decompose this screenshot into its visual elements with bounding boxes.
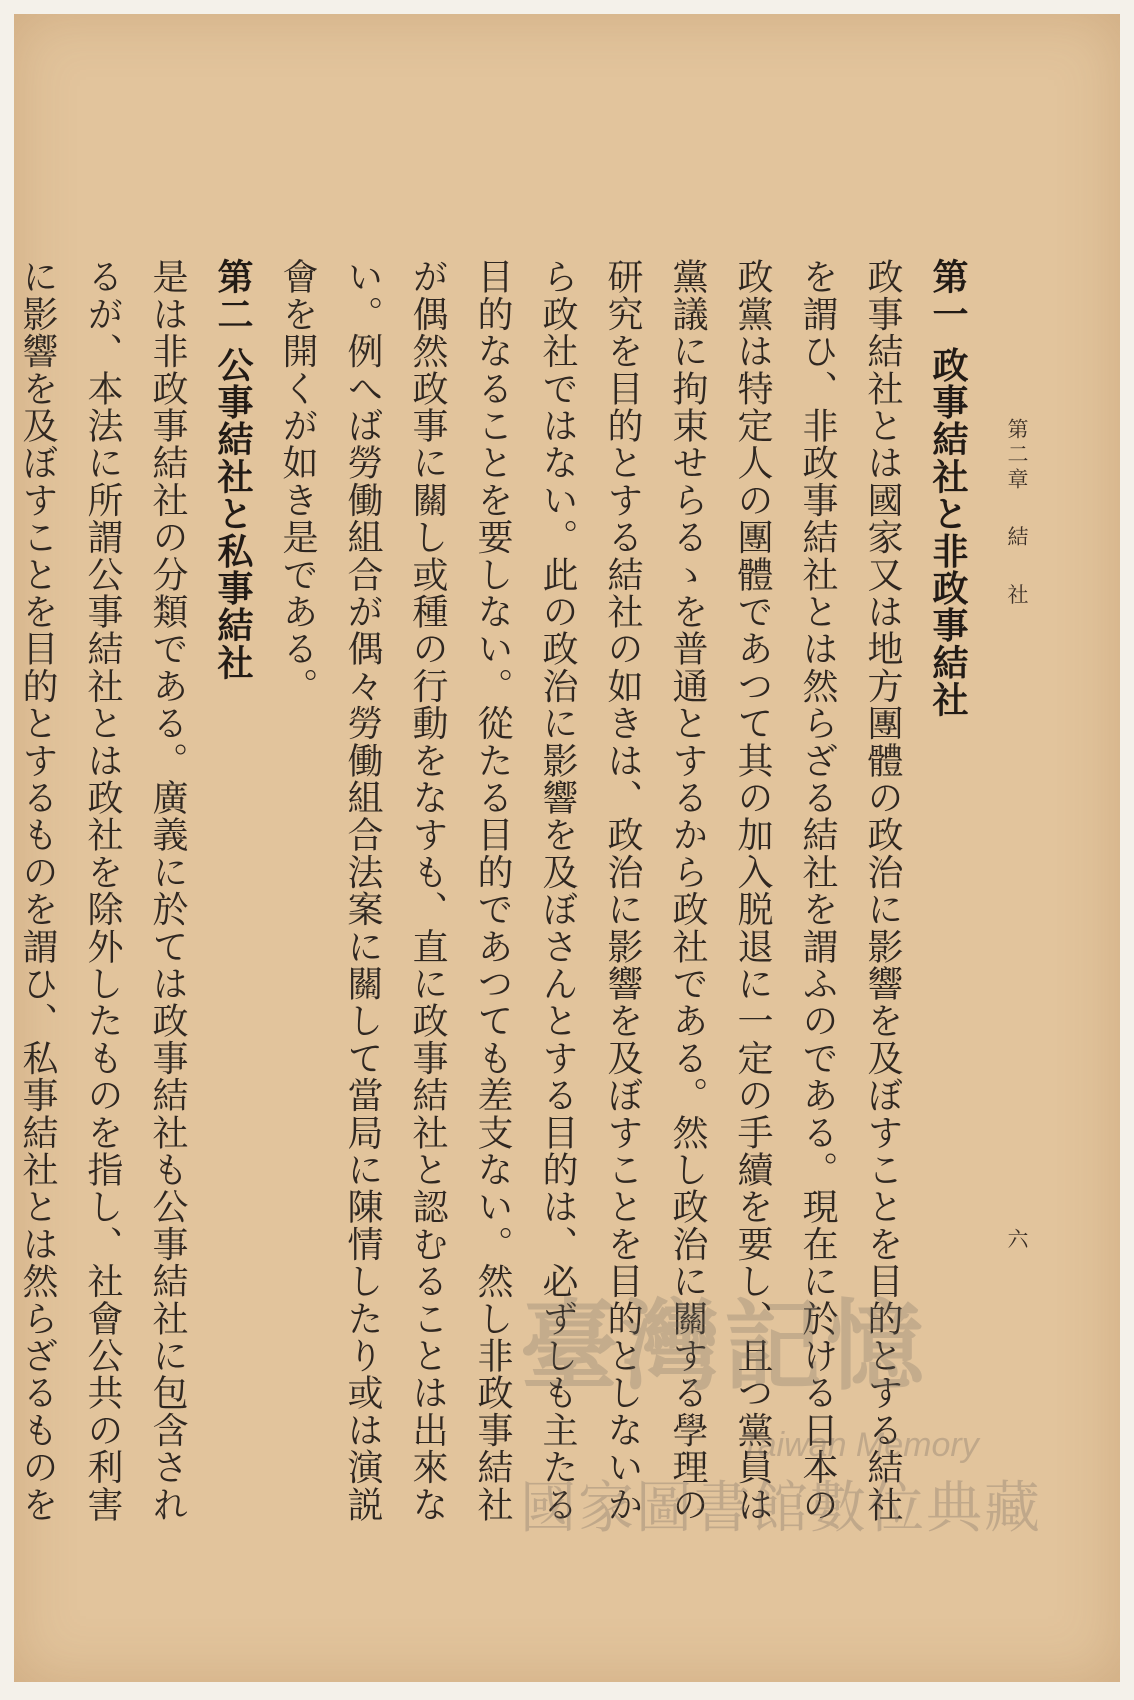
- page-number: 六: [1005, 1228, 1029, 1249]
- paragraph-1: 政事結社とは國家又は地方團體の政治に影響を及ぼすことを目的とする結社を謂ひ、非政事結社とは然らざる結社を謂ふのである。現在に於ける日本の政黨は特定人の團體であつて其の加入脱退に一定の手續を要し、且つ黨員は黨議に拘束せらるゝを普通とするから政社である。然し政治に關する學理の研究を目的とする結社の如きは、政治に影響を及ぼすことを目的としないから政社ではない。此の政治に影響を及ぼさんとする目的は、必ずしも主たる目的なることを要しない。從たる目的であつても差支ない。然し非政事結社が偶然政事に關し或種の行動をなすも、直に政事結社と認むることは出來ない。例へば勞働組合が偶々勞働組合法案に關して當局に陳情したり或は演説會を開くが如き是である。: [277, 258, 903, 1523]
- paragraph-2: 是は非政事結社の分類である。廣義に於ては政事結社も公事結社に包含されるが、本法に所謂公事結社とは政社を除外したものを指し、社會公共の利害に影響を及ぼすことを目的とするものを謂ひ、私事結社とは然らざるものを: [17, 258, 188, 1523]
- section-heading-1: 第一 政事結社と非政事結社: [927, 258, 969, 719]
- watermark-logo: 臺灣記憶: [520, 1290, 929, 1404]
- chapter-header: 第二章 結 社: [1005, 418, 1029, 609]
- watermark-latin: Taiwan Memory: [740, 1426, 979, 1464]
- section-heading-2: 第二 公事結社と私事結社: [212, 258, 254, 681]
- watermark-subtitle: 國家圖書館數位典藏: [520, 1476, 1042, 1541]
